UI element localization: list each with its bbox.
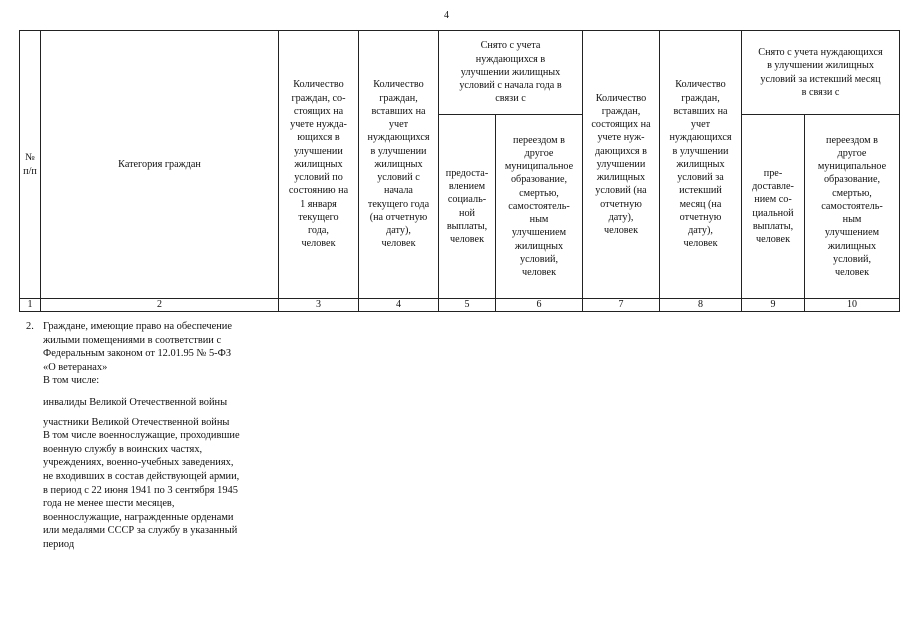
- text-line: №: [25, 152, 35, 164]
- text-line: улучшением: [824, 227, 880, 239]
- text-line: учет: [388, 119, 409, 131]
- text-line: нуждающихся: [669, 132, 732, 144]
- text-line: Снято с учета нуждающихся: [758, 47, 883, 58]
- text-line: жилищных: [676, 158, 725, 170]
- text-line: Количество: [373, 79, 424, 91]
- row-title: [43, 320, 299, 374]
- text-line: переездом в: [826, 134, 878, 146]
- text-line: года не менее шести месяцев,: [43, 498, 175, 510]
- column-number: 5: [439, 299, 496, 312]
- column-number: 1: [20, 299, 41, 312]
- text-line: или медалями СССР за службу в указанный: [43, 525, 238, 537]
- text-line: истекший: [679, 185, 722, 197]
- text-line: военнослужащие, награжденные орденами: [43, 511, 234, 523]
- text-line: граждан,: [681, 92, 720, 104]
- text-line: 1 января: [300, 198, 337, 210]
- text-line: связи с: [495, 93, 526, 105]
- text-line: улучшении: [596, 158, 646, 170]
- text-line: не входивших в состав действующей армии,: [43, 470, 240, 482]
- column-number: 7: [583, 299, 660, 312]
- text-line: улучшении: [294, 145, 343, 157]
- text-line: дату),: [688, 225, 713, 237]
- header-col9: [742, 115, 805, 299]
- text-line: смертью,: [832, 187, 872, 199]
- text-line: социаль-: [447, 194, 487, 206]
- text-line: Снято с учета: [480, 40, 541, 52]
- text-line: «О ветеранах»: [43, 361, 108, 373]
- text-line: другое: [524, 147, 554, 159]
- page-number: 4: [444, 10, 449, 21]
- text-line: граждан,: [601, 105, 641, 117]
- header-col4: [359, 31, 439, 299]
- text-line: человек: [301, 238, 336, 250]
- text-line: муниципальное: [817, 161, 887, 173]
- header-num: [20, 31, 41, 299]
- text-line: п/п: [23, 165, 37, 177]
- text-line: отчетную: [679, 211, 722, 223]
- text-line: жилищных: [514, 240, 564, 252]
- text-line: циальной: [752, 207, 794, 219]
- text-line: человек: [755, 234, 791, 245]
- text-line: в период с 22 июня 1941 по 3 сентября 1945: [43, 484, 238, 496]
- column-number: 4: [359, 299, 439, 312]
- column-number: 3: [279, 299, 359, 312]
- subcategory-servicemen: [43, 429, 299, 551]
- text-line: выплаты,: [446, 220, 488, 232]
- text-line: улучшении жилищных: [460, 66, 561, 78]
- text-line: условий с: [377, 172, 420, 184]
- text-line: самостоятель-: [821, 200, 883, 212]
- text-line: военную службу в воинских частях,: [43, 443, 203, 455]
- text-line: состоянию на: [288, 185, 349, 197]
- text-line: Граждане, имеющие право на обеспечение: [43, 321, 232, 332]
- text-line: учреждениях, военно-учебных заведениях,: [43, 457, 234, 469]
- text-line: переездом в: [513, 134, 565, 146]
- text-line: условий по: [294, 172, 343, 184]
- text-line: текущего: [298, 211, 339, 223]
- text-line: человек: [603, 225, 639, 237]
- text-line: условий,: [832, 253, 872, 265]
- text-line: вставших на: [673, 105, 728, 117]
- text-line: Количество: [595, 92, 647, 104]
- text-line: условий за истекший месяц: [760, 73, 881, 85]
- text-line: человек: [521, 267, 557, 279]
- column-number: 8: [660, 299, 742, 312]
- text-line: человек: [449, 234, 485, 245]
- text-line: отчетную: [600, 198, 642, 210]
- text-line: условий за: [677, 172, 724, 184]
- text-line: учет: [690, 119, 711, 131]
- text-line: муниципальное: [504, 161, 574, 173]
- text-line: другое: [837, 147, 867, 159]
- text-line: условий с начала года в: [459, 80, 562, 92]
- text-line: образование,: [510, 174, 568, 186]
- text-line: года,: [308, 225, 329, 237]
- text-line: образование,: [823, 174, 881, 186]
- text-line: самостоятель-: [508, 200, 570, 212]
- text-line: человек: [683, 238, 718, 250]
- row-number: 2.: [26, 321, 34, 332]
- header-col5: [439, 115, 496, 299]
- text-line: начала: [384, 185, 413, 197]
- text-line: Количество: [675, 79, 726, 91]
- text-line: ющихся в: [297, 132, 340, 144]
- column-number: 6: [496, 299, 583, 312]
- header-col10: [805, 115, 900, 299]
- text-line: нуждающихся в: [475, 53, 546, 65]
- text-line: период: [43, 538, 75, 550]
- column-number-row: [20, 299, 900, 312]
- text-line: ным: [529, 214, 549, 226]
- text-line: условий,: [519, 253, 559, 265]
- text-line: ным: [842, 214, 862, 226]
- text-line: вставших на: [371, 105, 426, 117]
- text-line: Количество: [293, 79, 344, 91]
- text-line: стоящих на: [293, 105, 344, 117]
- text-line: доставле-: [752, 181, 794, 192]
- text-line: смертью,: [519, 187, 559, 199]
- header-col6: [496, 115, 583, 299]
- text-line: месяц (на: [679, 198, 722, 210]
- statistics-table: [19, 30, 900, 312]
- text-line: состоящих на: [591, 119, 651, 131]
- text-line: дату),: [608, 211, 634, 223]
- text-line: текущего года: [367, 198, 430, 210]
- header-group-removed-month: [742, 31, 900, 115]
- text-line: дату),: [386, 225, 411, 237]
- text-line: (на отчетную: [369, 211, 428, 223]
- column-number: 2: [41, 299, 279, 312]
- text-line: в улучшении: [672, 145, 729, 157]
- text-line: граждан, со-: [291, 92, 346, 104]
- text-line: пре-: [763, 167, 783, 179]
- text-line: учете нужда-: [290, 119, 347, 131]
- text-line: жилищных: [827, 240, 877, 252]
- including-label: В том числе:: [43, 375, 100, 387]
- column-number: 10: [805, 299, 900, 312]
- header-category: Категория граждан: [41, 31, 279, 299]
- text-line: нием со-: [754, 194, 792, 206]
- text-line: Федеральным законом от 12.01.95 № 5-ФЗ: [43, 348, 232, 360]
- text-line: жилищных: [294, 158, 343, 170]
- text-line: влением: [448, 181, 486, 192]
- text-line: в улучшении жилищных: [767, 60, 874, 72]
- text-line: нуждающихся: [367, 132, 430, 144]
- text-line: дающихся в: [595, 145, 647, 157]
- header-col8: [660, 31, 742, 299]
- text-line: выплаты,: [752, 220, 794, 232]
- text-line: ной: [459, 207, 475, 219]
- text-line: учете нуж-: [597, 132, 645, 144]
- text-line: жилыми помещениями в соответствии с: [43, 334, 222, 346]
- text-line: жилищных: [374, 158, 423, 170]
- header-col7: [583, 31, 660, 299]
- text-line: В том числе военнослужащие, проходившие: [43, 430, 240, 442]
- text-line: жилищных: [596, 172, 646, 184]
- column-number: 9: [742, 299, 805, 312]
- text-line: граждан,: [379, 92, 418, 104]
- text-line: человек: [834, 267, 870, 279]
- text-line: в улучшении: [370, 145, 427, 157]
- text-line: улучшением: [511, 227, 567, 239]
- subcategory-war-participants: участники Великой Отечественной войны: [43, 416, 230, 428]
- text-line: предоста-: [445, 167, 489, 179]
- subcategory-disabled-veterans: инвалиды Великой Отечественной войны: [43, 396, 228, 408]
- header-group-removed-year: [439, 31, 583, 115]
- text-line: в связи с: [801, 86, 840, 98]
- text-line: условий (на: [595, 185, 647, 197]
- text-line: человек: [381, 238, 416, 250]
- header-col3: [279, 31, 359, 299]
